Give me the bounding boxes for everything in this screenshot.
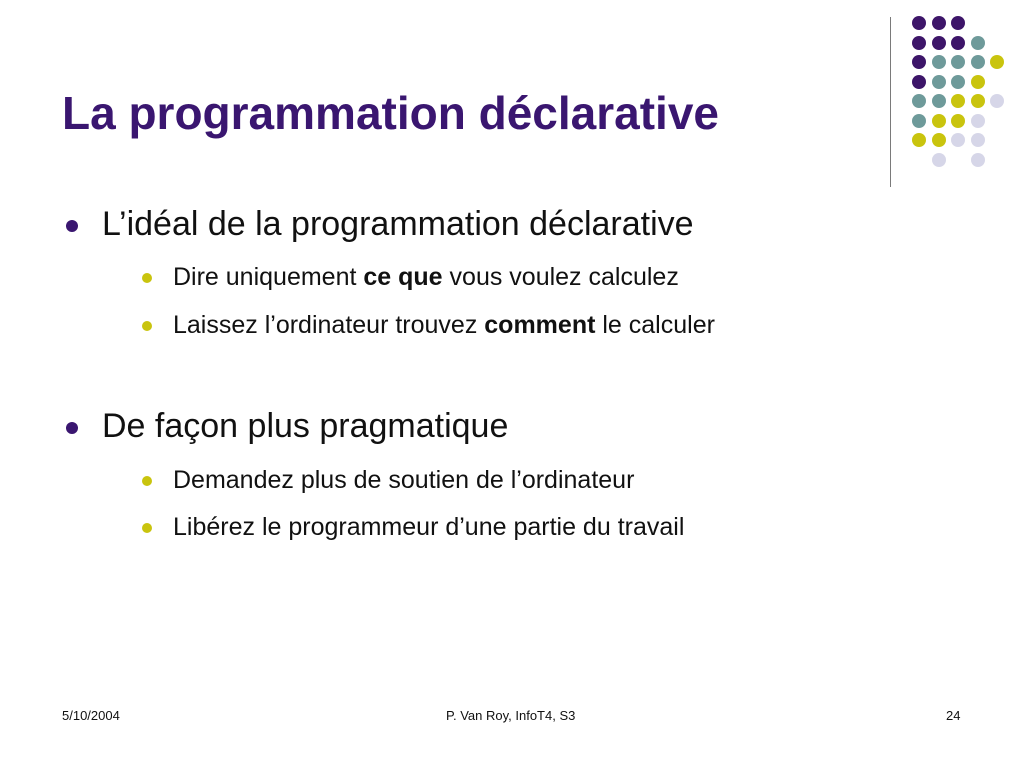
decorative-dot-teal (971, 55, 985, 69)
text-run: Laissez l’ordinateur trouvez (173, 311, 485, 339)
decorative-dot-purple (932, 36, 946, 50)
decorative-dot-purple (912, 55, 926, 69)
bullet-text: Libérez le programmeur d’une partie du travail (173, 513, 685, 541)
decorative-dot-purple (912, 75, 926, 89)
decorative-dot-yellow (932, 133, 946, 147)
decorative-dot-lavender (971, 114, 985, 128)
footer-date: 5/10/2004 (62, 708, 120, 723)
text-run: vous voulez calculez (442, 263, 679, 291)
bullet-dot-icon (142, 523, 152, 533)
decorative-dot-teal (912, 114, 926, 128)
bullet-text (173, 262, 679, 292)
decorative-dot-lavender (932, 153, 946, 167)
decorative-dot-teal (932, 94, 946, 108)
decorative-dot-teal (932, 75, 946, 89)
bullet-text: Demandez plus de soutien de l’ordinateur (173, 466, 635, 494)
slide-title: La programmation déclarative (62, 87, 719, 139)
text-run: Dire uniquement (173, 263, 364, 291)
decorative-dot-lavender (971, 153, 985, 167)
bullet-dot-icon (142, 476, 152, 486)
footer-author: P. Van Roy, InfoT4, S3 (446, 708, 576, 723)
bold-text-run: comment (484, 311, 596, 339)
decorative-dot-yellow (951, 94, 965, 108)
decorative-dot-yellow (971, 75, 985, 89)
decorative-dot-purple (912, 36, 926, 50)
bullet-text: De façon plus pragmatique (102, 407, 509, 445)
bullet-text: L’idéal de la programmation déclarative (102, 205, 694, 243)
bold-text-run: ce que (363, 263, 443, 291)
text-run: le calculer (595, 311, 715, 339)
decorative-dot-teal (932, 55, 946, 69)
decorative-dot-purple (912, 16, 926, 30)
decorative-dot-yellow (912, 133, 926, 147)
footer-page-number: 24 (946, 708, 961, 723)
bullet-dot-icon (142, 273, 152, 283)
vertical-divider (890, 17, 891, 187)
decorative-dot-teal (912, 94, 926, 108)
decorative-dot-purple (951, 36, 965, 50)
bullet-dot-icon (142, 321, 152, 331)
decorative-dot-yellow (932, 114, 946, 128)
decorative-dot-purple (932, 16, 946, 30)
decorative-dot-teal (951, 75, 965, 89)
bullet-dot-icon (66, 422, 78, 434)
bullet-text (173, 310, 715, 340)
decorative-dot-yellow (971, 94, 985, 108)
decorative-dot-lavender (971, 133, 985, 147)
decorative-dot-lavender (951, 133, 965, 147)
decorative-dot-teal (971, 36, 985, 50)
decorative-dot-yellow (951, 114, 965, 128)
decorative-dot-purple (951, 16, 965, 30)
decorative-dot-lavender (990, 94, 1004, 108)
decorative-dot-teal (951, 55, 965, 69)
decorative-dot-yellow (990, 55, 1004, 69)
bullet-dot-icon (66, 220, 78, 232)
